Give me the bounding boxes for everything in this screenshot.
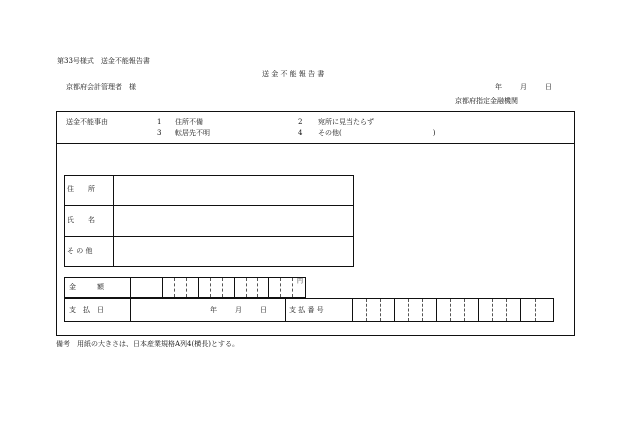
reasons-divider: [56, 143, 575, 144]
addressee: 京都府会計管理者 様: [66, 83, 136, 91]
date-year-label: 年: [495, 83, 502, 91]
reason-1-text: 住所不備: [175, 118, 203, 126]
payment-day-label: 日: [260, 306, 267, 314]
reason-1-number: 1: [157, 118, 162, 126]
amount-label: 金 額: [69, 283, 104, 291]
payment-date-label: 支 払 日: [69, 306, 104, 314]
reason-3-text: 転居先不明: [175, 129, 210, 137]
address-field[interactable]: [114, 176, 352, 204]
name-label: 氏 名: [67, 216, 95, 224]
reason-4-number: 4: [298, 129, 303, 137]
sender: 京都府指定金融機関: [455, 97, 518, 105]
name-field[interactable]: [114, 206, 352, 235]
other-label: そ の 他: [67, 247, 93, 255]
date-month-label: 月: [520, 83, 527, 91]
date-day-label: 日: [545, 83, 552, 91]
payment-number-label-divider-left: [285, 298, 286, 322]
footnote: 備考 用紙の大きさは、日本産業規格A列4(横長)とする。: [56, 340, 239, 348]
reason-4-text: その他( ): [318, 129, 436, 137]
other-field[interactable]: [114, 237, 352, 266]
reason-3-number: 3: [157, 129, 162, 137]
payment-date-field[interactable]: [131, 299, 284, 321]
payment-month-label: 月: [235, 306, 242, 314]
reason-2-text: 宛所に見当たらず: [318, 118, 374, 126]
payment-number-label: 支 払 番 号: [289, 306, 324, 314]
form-number: 第33号様式 送金不能報告書: [57, 57, 150, 65]
payment-year-label: 年: [210, 306, 217, 314]
address-label: 住 所: [67, 185, 95, 193]
amount-field[interactable]: [131, 278, 295, 297]
page-title: 送 金 不 能 報 告 書: [262, 70, 325, 78]
amount-unit: 円: [297, 278, 304, 285]
reason-2-number: 2: [298, 118, 303, 126]
reasons-label: 送金不能事由: [66, 118, 108, 126]
payment-number-field[interactable]: [353, 299, 553, 321]
